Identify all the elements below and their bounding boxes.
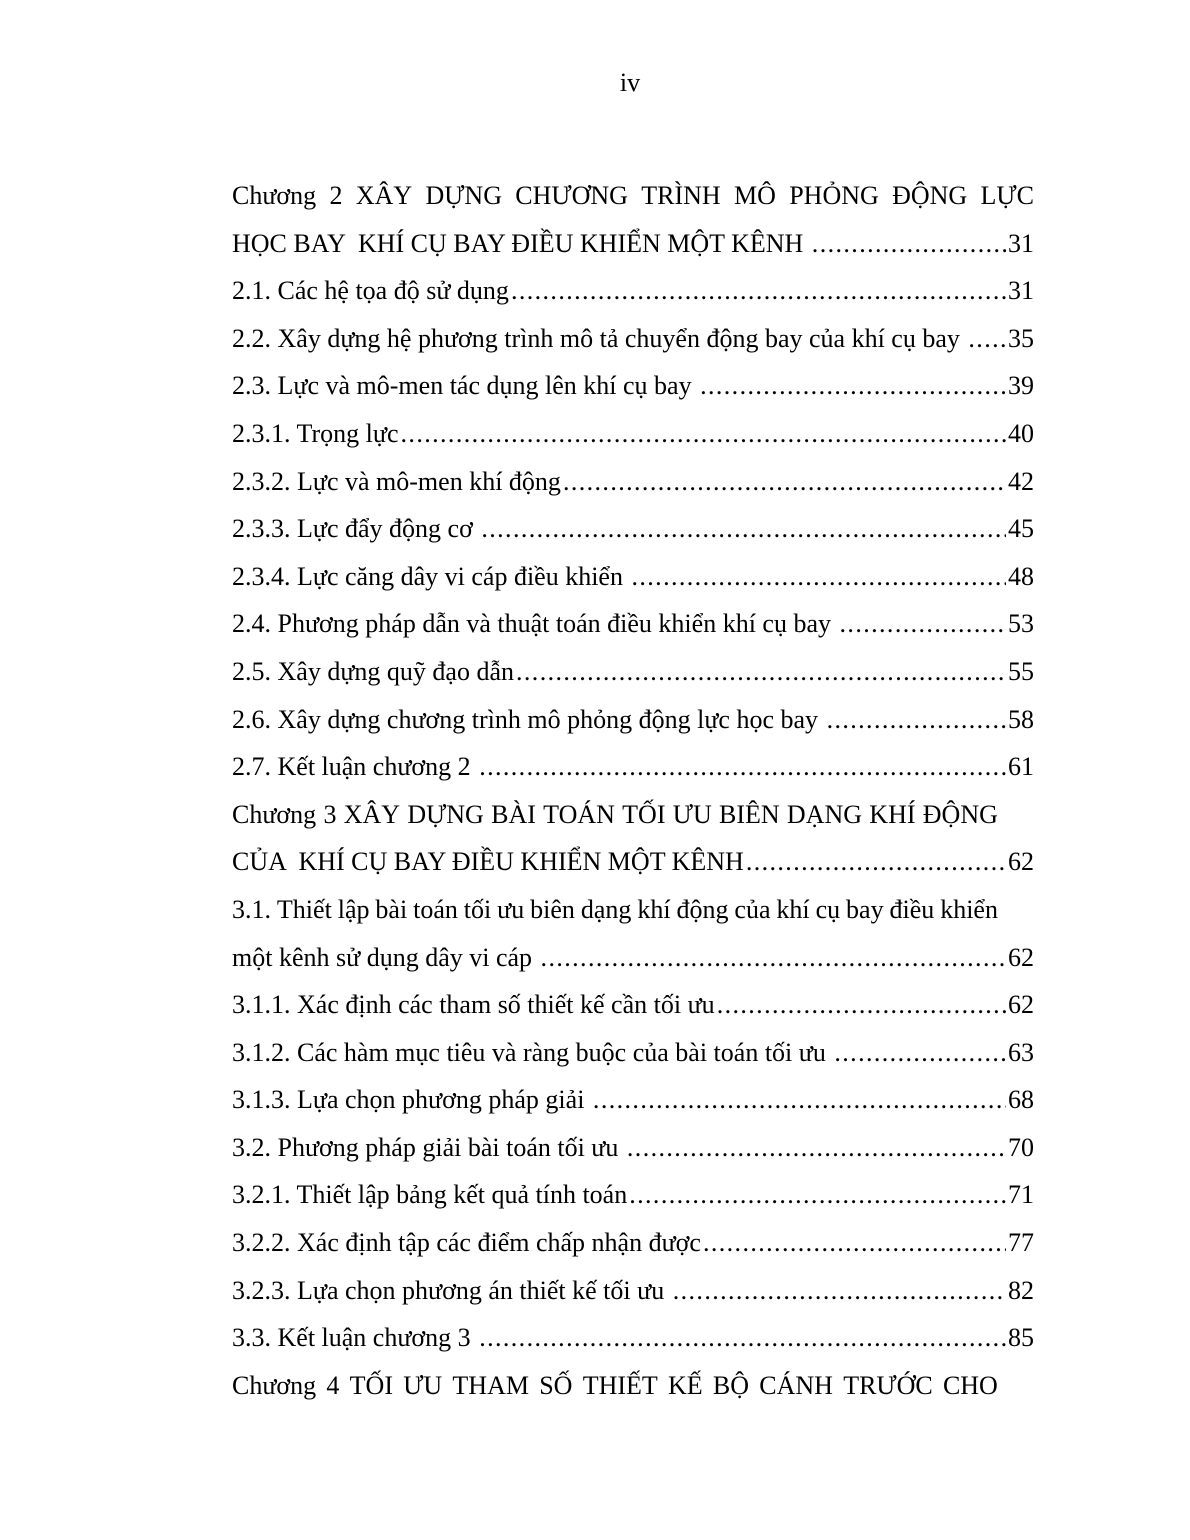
toc-word: khí xyxy=(776,894,810,924)
toc-page-number: 39 xyxy=(1008,371,1034,401)
toc-word: BÀI xyxy=(491,799,536,829)
toc-entry-title xyxy=(232,791,998,839)
toc-word: ƯU xyxy=(403,1370,443,1400)
toc-entry-title: 2.3. Lực và mô-men tác dụng lên khí cụ bay xyxy=(232,371,699,401)
toc-word: tối xyxy=(463,894,492,924)
toc-word: 3 xyxy=(323,799,337,829)
toc-word: THAM xyxy=(452,1370,529,1400)
toc-entry-title xyxy=(232,1362,998,1410)
toc-word: LỰC xyxy=(980,181,1034,210)
toc-word: Chương xyxy=(232,799,317,829)
toc-word: CÁNH xyxy=(759,1370,833,1400)
toc-word: 3.1. xyxy=(232,894,271,924)
toc-entry-title: 2.3.2. Lực và mô-men khí động xyxy=(232,466,561,496)
toc-word: 2 xyxy=(329,181,343,210)
toc-page-number: 82 xyxy=(1008,1275,1034,1305)
toc-word: Chương xyxy=(232,1370,317,1400)
toc-page-number: 55 xyxy=(1008,656,1034,686)
toc-word: điều xyxy=(889,894,935,924)
toc-entry xyxy=(232,600,1034,648)
toc-entry xyxy=(232,1029,1034,1077)
toc-word: SỐ xyxy=(539,1370,573,1400)
toc-dot-leader xyxy=(717,981,1006,1029)
toc-word: XÂY xyxy=(355,181,413,210)
toc-word: của xyxy=(734,894,771,924)
toc-word: BỘ xyxy=(712,1370,750,1400)
toc-page-number: 58 xyxy=(1008,704,1034,734)
toc-dot-leader xyxy=(834,1029,1006,1077)
toc-entry-title: 2.4. Phương pháp dẫn và thuật toán điều khiển khí cụ bay xyxy=(232,609,838,639)
toc-entry-title: 3.1.1. Xác định các tham số thiết kế cần tối ưu xyxy=(232,990,715,1020)
toc-entry-title: 3.2.3. Lựa chọn phương án thiết kế tối ưu xyxy=(232,1275,671,1305)
toc-page-number: 68 xyxy=(1008,1085,1034,1115)
toc-word: bay xyxy=(846,894,884,924)
toc-page-number: 63 xyxy=(1008,1037,1034,1067)
toc-entry-title: 2.3.1. Trọng lực xyxy=(232,418,399,448)
toc-page-number: 77 xyxy=(1008,1228,1034,1258)
toc-entry-title: 3.2. Phương pháp giải bài toán tối ưu xyxy=(232,1132,625,1162)
toc-page-number: 70 xyxy=(1008,1132,1034,1162)
toc-word: TỐI xyxy=(349,1370,393,1400)
toc-dot-leader xyxy=(627,1124,1006,1172)
toc-page-number: 35 xyxy=(1008,323,1034,353)
toc-entry xyxy=(232,458,1034,506)
toc-dot-leader xyxy=(401,410,1006,458)
toc-page-number: 62 xyxy=(1008,990,1034,1020)
toc-entry-title: CỦA KHÍ CỤ BAY ĐIỀU KHIỂN MỘT KÊNH xyxy=(232,847,744,877)
toc-page-number: 40 xyxy=(1008,418,1034,448)
toc-entry-title: 3.1.3. Lựa chọn phương pháp giải xyxy=(232,1085,591,1115)
toc-dot-leader xyxy=(703,1219,1006,1267)
toc-word: DỰNG xyxy=(425,181,502,210)
toc-entry-title: 3.2.2. Xác định tập các điểm chấp nhận được xyxy=(232,1228,701,1258)
toc-word: THIẾT xyxy=(582,1370,658,1400)
toc-dot-leader xyxy=(479,743,1006,791)
toc-word: cụ xyxy=(815,894,841,924)
toc-word: CHƯƠNG xyxy=(515,181,628,210)
toc-word: toán xyxy=(413,894,458,924)
toc-entry xyxy=(232,981,1034,1029)
toc-page-number: 31 xyxy=(1008,228,1034,258)
toc-dot-leader xyxy=(629,1171,1006,1219)
toc-entry-title: 2.6. Xây dựng chương trình mô phỏng động lực học bay xyxy=(232,704,825,734)
toc-word: Chương xyxy=(232,181,317,210)
toc-entry-title: 2.5. Xây dựng quỹ đạo dẫn xyxy=(232,656,514,686)
toc-entry xyxy=(232,934,1034,982)
toc-entry xyxy=(232,1219,1034,1267)
toc-dot-leader xyxy=(812,220,1006,268)
toc-page-number: 71 xyxy=(1008,1180,1034,1210)
toc-entry-title xyxy=(232,886,998,934)
toc-page-number: 62 xyxy=(1008,847,1034,877)
toc-entry xyxy=(232,220,1034,268)
toc-page-number: 42 xyxy=(1008,466,1034,496)
toc-entry xyxy=(232,362,1034,410)
toc-word: XÂY xyxy=(343,799,401,829)
toc-word: khiển xyxy=(940,894,998,924)
toc-dot-leader xyxy=(746,838,1006,886)
toc-word: ĐỘNG xyxy=(922,799,998,829)
toc-dot-leader xyxy=(593,1076,1006,1124)
toc-entry xyxy=(232,505,1034,553)
toc-word: động xyxy=(676,894,729,924)
toc-dot-leader xyxy=(840,600,1006,648)
toc-word: BIÊN xyxy=(718,799,780,829)
toc-entry-title: 2.1. Các hệ tọa độ sử dụng xyxy=(232,276,509,306)
toc-chapter-heading xyxy=(232,791,1034,839)
toc-dot-leader xyxy=(481,505,1006,553)
toc-chapter-heading xyxy=(232,172,1034,220)
toc-word: 4 xyxy=(326,1370,340,1400)
toc-word: ĐỘNG xyxy=(892,181,968,210)
toc-dot-leader xyxy=(479,1314,1006,1362)
toc-entry-title: 2.3.3. Lực đẩy động cơ xyxy=(232,514,480,544)
toc-entry-title: 2.2. Xây dựng hệ phương trình mô tả chuyển động bay của khí cụ bay xyxy=(232,323,967,353)
toc-word: bài xyxy=(375,894,408,924)
toc-page-number: 45 xyxy=(1008,514,1034,544)
toc-word: ƯU xyxy=(672,799,712,829)
toc-dot-leader xyxy=(968,315,1006,363)
toc-dot-leader xyxy=(700,362,1006,410)
toc-page-number: 85 xyxy=(1008,1323,1034,1353)
toc-page-number: 31 xyxy=(1008,276,1034,306)
toc-entry xyxy=(232,553,1034,601)
toc-page-number: 62 xyxy=(1008,942,1034,972)
toc-entry-title: 2.3.4. Lực căng dây vi cáp điều khiển xyxy=(232,561,630,591)
toc-word: PHỎNG xyxy=(789,181,879,210)
toc-entry xyxy=(232,410,1034,458)
toc-entry-title: 3.2.1. Thiết lập bảng kết quả tính toán xyxy=(232,1180,628,1210)
toc-word: lập xyxy=(337,894,370,924)
toc-entry-title: 2.7. Kết luận chương 2 xyxy=(232,752,478,782)
toc-dot-leader xyxy=(673,1267,1006,1315)
toc-entry-wrapped xyxy=(232,886,1034,934)
toc-entry xyxy=(232,1124,1034,1172)
toc-word: TOÁN xyxy=(543,799,615,829)
toc-word: KẾ xyxy=(668,1370,703,1400)
toc-word: CHO xyxy=(942,1370,998,1400)
table-of-contents xyxy=(232,172,1034,1409)
toc-entry xyxy=(232,743,1034,791)
toc-dot-leader xyxy=(631,553,1006,601)
toc-entry-title: 3.3. Kết luận chương 3 xyxy=(232,1323,478,1353)
toc-entry xyxy=(232,1076,1034,1124)
toc-dot-leader xyxy=(563,458,1006,506)
toc-entry-title: 3.1.2. Các hàm mục tiêu và ràng buộc của bài toán tối ưu xyxy=(232,1037,833,1067)
toc-chapter-heading xyxy=(232,1362,1034,1410)
toc-dot-leader xyxy=(516,648,1006,696)
toc-word: khí xyxy=(637,894,671,924)
toc-word: DỰNG xyxy=(407,799,484,829)
toc-dot-leader xyxy=(541,934,1006,982)
toc-entry-title xyxy=(232,172,1034,220)
toc-word: Thiết xyxy=(276,894,332,924)
toc-word: MÔ xyxy=(733,181,776,210)
toc-word: biên xyxy=(530,894,575,924)
toc-word: dạng xyxy=(580,894,632,924)
toc-entry-title: HỌC BAY KHÍ CỤ BAY ĐIỀU KHIỂN MỘT KÊNH xyxy=(232,228,810,258)
toc-dot-leader xyxy=(511,267,1006,315)
toc-word: ưu xyxy=(497,894,525,924)
toc-page-number: 61 xyxy=(1008,752,1034,782)
toc-entry-title: một kênh sử dụng dây vi cáp xyxy=(232,942,539,972)
toc-entry xyxy=(232,838,1034,886)
toc-entry xyxy=(232,696,1034,744)
toc-word: DẠNG xyxy=(786,799,863,829)
toc-entry xyxy=(232,1314,1034,1362)
toc-entry xyxy=(232,315,1034,363)
toc-entry xyxy=(232,648,1034,696)
toc-dot-leader xyxy=(827,696,1006,744)
toc-word: TỐI xyxy=(622,799,666,829)
toc-entry xyxy=(232,1267,1034,1315)
toc-word: KHÍ xyxy=(869,799,916,829)
page-number: iv xyxy=(619,68,641,97)
toc-word: TRÌNH xyxy=(641,181,721,210)
toc-page-number: 53 xyxy=(1008,609,1034,639)
toc-entry xyxy=(232,267,1034,315)
toc-page-number: 48 xyxy=(1008,561,1034,591)
toc-word: TRƯỚC xyxy=(843,1370,933,1400)
toc-entry xyxy=(232,1171,1034,1219)
